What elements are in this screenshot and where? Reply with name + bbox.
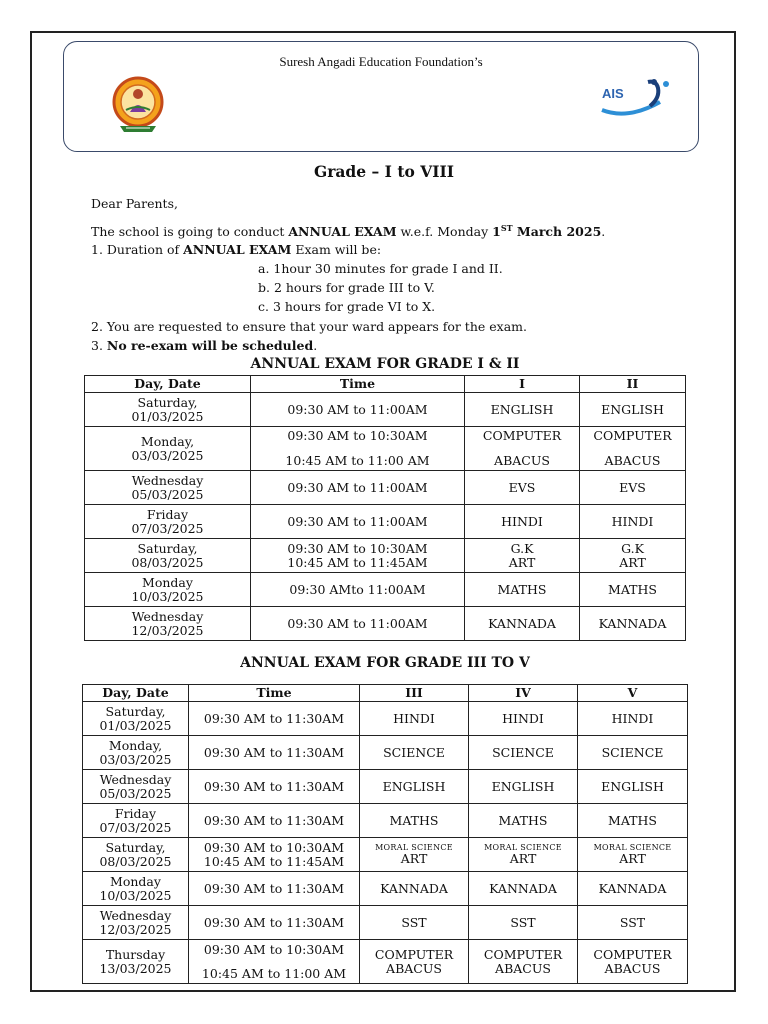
- subject: EVS: [508, 479, 536, 495]
- letterhead: [63, 41, 699, 152]
- table-row: [83, 940, 688, 984]
- day-date-cell: [85, 505, 251, 539]
- date-label: 08/03/2025: [131, 554, 204, 570]
- day-date-cell: [83, 702, 189, 736]
- date-label: 01/03/2025: [99, 717, 172, 733]
- time-cell: [251, 505, 465, 539]
- subject: COMPUTER: [482, 428, 562, 443]
- time-slot: 09:30 AM to 11:30AM: [203, 880, 345, 896]
- time-cell: [189, 838, 360, 872]
- time-cell: [189, 736, 360, 770]
- grade-iv-subject-cell: [469, 702, 578, 736]
- time-cell: [189, 770, 360, 804]
- subject-small: MORAL SCIENCE: [593, 843, 672, 852]
- intro-bold: ANNUAL EXAM: [288, 224, 397, 240]
- point-2: 2. You are requested to ensure that your ward appears for the exam.: [91, 319, 527, 334]
- point-1-bold: ANNUAL EXAM: [183, 242, 292, 257]
- grade-i-subject-cell: [465, 607, 580, 641]
- day-date-cell: [85, 539, 251, 573]
- grade-iv-subject-cell: [469, 736, 578, 770]
- date-label: 07/03/2025: [131, 520, 204, 536]
- grade-ii-subject-cell: [580, 471, 686, 505]
- date-label: 10/03/2025: [99, 887, 172, 903]
- subject: KANNADA: [598, 615, 667, 631]
- subject: ART: [508, 554, 536, 570]
- grade-iii-subject-cell: [360, 872, 469, 906]
- time-cell: [189, 872, 360, 906]
- point-1: [91, 242, 381, 257]
- date-label: 08/03/2025: [99, 853, 172, 869]
- date-label: 03/03/2025: [99, 751, 172, 767]
- subject-small: MORAL SCIENCE: [375, 843, 453, 852]
- day-date-cell: [83, 940, 189, 984]
- page-title: Grade – I to VIII: [313, 162, 454, 181]
- time-cell: [189, 702, 360, 736]
- grade-iii-subject-cell: [360, 736, 469, 770]
- table-row: [85, 505, 686, 539]
- time-slot: 09:30 AM to 10:30AM: [287, 428, 428, 443]
- subject: SCIENCE: [492, 744, 554, 760]
- time-cell: [251, 539, 465, 573]
- grade-iv-subject-cell: [469, 770, 578, 804]
- grade-v-subject-cell: [578, 804, 688, 838]
- date-label: 13/03/2025: [99, 960, 172, 976]
- day-date-cell: [83, 736, 189, 770]
- ais-swoosh-icon: [598, 76, 674, 120]
- day-label: Friday: [114, 805, 157, 821]
- subject: COMPUTER: [374, 946, 454, 962]
- day-label: Monday,: [108, 737, 163, 753]
- subject-small: MORAL SCIENCE: [484, 843, 562, 852]
- subject: ENGLISH: [382, 778, 446, 794]
- subject: KANNADA: [488, 615, 556, 631]
- table2-header-row: [83, 685, 688, 702]
- grade-v-subject-cell: [578, 736, 688, 770]
- time-cell: [251, 471, 465, 505]
- time-slot: 09:30 AM to 10:30AM: [287, 540, 428, 556]
- grade-iii-subject-cell: [360, 838, 469, 872]
- point-3-bold: No re-exam will be scheduled: [106, 338, 314, 353]
- subject: HINDI: [611, 513, 654, 529]
- duration-a: a. 1hour 30 minutes for grade I and II.: [258, 261, 503, 276]
- grade-ii-subject-cell: [580, 539, 686, 573]
- day-date-cell: [83, 838, 189, 872]
- subject: COMPUTER: [593, 428, 672, 443]
- table-row: [85, 393, 686, 427]
- date-label: 05/03/2025: [99, 785, 172, 801]
- day-date-cell: [85, 607, 251, 641]
- grade-v-subject-cell: [578, 838, 688, 872]
- day-date-cell: [85, 393, 251, 427]
- grade-iv-subject-cell: [469, 906, 578, 940]
- subject: COMPUTER: [593, 946, 672, 962]
- duration-b: b. 2 hours for grade III to V.: [258, 280, 435, 295]
- grade-v-subject-cell: [578, 872, 688, 906]
- grade-iv-subject-cell: [469, 838, 578, 872]
- table-row: [85, 573, 686, 607]
- table-row: [83, 838, 688, 872]
- subject: ABACUS: [494, 453, 550, 468]
- day-date-cell: [85, 471, 251, 505]
- table-row: [83, 906, 688, 940]
- table2-title: ANNUAL EXAM FOR GRADE III TO V: [240, 655, 530, 671]
- grade-i-subject-cell: [465, 539, 580, 573]
- time-slot: 10:45 AM to 11:00 AM: [201, 965, 347, 981]
- intro-date-rest: March 2025: [512, 224, 602, 240]
- header-grade-ii: II: [580, 376, 686, 393]
- grade-iii-subject-cell: [360, 702, 469, 736]
- grade-v-subject-cell: [578, 906, 688, 940]
- time-slot: 09:30 AMto 11:00AM: [289, 581, 426, 597]
- table1-title: ANNUAL EXAM FOR GRADE I & II: [250, 356, 520, 372]
- day-label: Saturday,: [137, 394, 198, 410]
- time-cell: [251, 427, 465, 471]
- grade-iii-subject-cell: [360, 804, 469, 838]
- point-3: [91, 338, 317, 353]
- time-slot: 09:30 AM to 10:30AM: [203, 941, 345, 957]
- subject: SST: [619, 914, 646, 930]
- time-slot: 09:30 AM to 11:30AM: [203, 914, 345, 930]
- day-date-cell: [83, 804, 189, 838]
- grade-i-subject-cell: [465, 505, 580, 539]
- subject: SST: [510, 914, 536, 930]
- header-day-date: Day, Date: [83, 685, 189, 702]
- grade-3-5-table: [82, 684, 688, 984]
- grade-iii-subject-cell: [360, 906, 469, 940]
- grade-i-subject-cell: [465, 573, 580, 607]
- day-label: Saturday,: [137, 540, 198, 556]
- time-slot: 09:30 AM to 11:00AM: [287, 615, 428, 631]
- subject: MATHS: [389, 812, 439, 828]
- subject: HINDI: [611, 710, 654, 726]
- ais-logo-text: AIS: [602, 86, 624, 101]
- greeting: Dear Parents,: [91, 196, 178, 211]
- table-row: [83, 770, 688, 804]
- subject: MATHS: [497, 581, 547, 597]
- date-label: 07/03/2025: [99, 819, 172, 835]
- subject: EVS: [619, 479, 646, 495]
- time-slot: 09:30 AM to 11:00AM: [287, 479, 428, 495]
- intro-date-num: 1: [492, 224, 501, 240]
- time-cell: [189, 940, 360, 984]
- time-slot: 09:30 AM to 11:00AM: [287, 401, 428, 417]
- subject: ABACUS: [386, 960, 442, 976]
- point-1-post: Exam will be:: [291, 242, 382, 257]
- day-label: Saturday,: [105, 839, 166, 855]
- table-row: [83, 872, 688, 906]
- day-label: Wednesday: [131, 472, 204, 488]
- subject: ENGLISH: [491, 778, 555, 794]
- header-time: Time: [189, 685, 360, 702]
- date-label: 03/03/2025: [131, 447, 204, 463]
- date-label: 05/03/2025: [131, 486, 204, 502]
- grade-1-2-table: [84, 375, 686, 641]
- subject: ABACUS: [495, 960, 551, 976]
- subject: ART: [619, 554, 646, 570]
- table-row: [85, 427, 686, 471]
- grade-v-subject-cell: [578, 770, 688, 804]
- subject: MATHS: [498, 812, 548, 828]
- subject: KANNADA: [380, 880, 448, 896]
- table-row: [85, 471, 686, 505]
- foundation-name: Suresh Angadi Education Foundation’s: [279, 54, 483, 69]
- header-time: Time: [251, 376, 465, 393]
- time-slot: 10:45 AM to 11:45AM: [203, 853, 345, 869]
- grade-ii-subject-cell: [580, 505, 686, 539]
- intro-date-sup: ST: [500, 223, 513, 233]
- time-cell: [189, 906, 360, 940]
- grade-ii-subject-cell: [580, 573, 686, 607]
- subject: G.K: [510, 540, 534, 556]
- day-label: Monday: [142, 574, 193, 590]
- table-row: [85, 539, 686, 573]
- time-slot: 09:30 AM to 11:30AM: [203, 744, 345, 760]
- intro-line: [91, 223, 605, 239]
- time-slot: 09:30 AM to 10:30AM: [203, 839, 345, 855]
- point-3-end: .: [313, 338, 318, 353]
- time-slot: 09:30 AM to 11:30AM: [203, 778, 345, 794]
- grade-ii-subject-cell: [580, 607, 686, 641]
- grade-v-subject-cell: [578, 702, 688, 736]
- subject: ENGLISH: [490, 401, 554, 417]
- day-label: Wednesday: [131, 608, 204, 624]
- time-cell: [251, 607, 465, 641]
- date-label: 12/03/2025: [131, 622, 204, 638]
- subject: SCIENCE: [601, 744, 664, 760]
- header-grade-v: V: [578, 685, 688, 702]
- day-label: Monday: [110, 873, 161, 889]
- table-row: [83, 804, 688, 838]
- grade-ii-subject-cell: [580, 427, 686, 471]
- intro-pre: The school is going to conduct: [91, 224, 289, 240]
- ais-logo: [598, 76, 674, 120]
- subject: ENGLISH: [601, 778, 664, 794]
- time-slot: 10:45 AM to 11:00 AM: [285, 453, 430, 468]
- subject: KANNADA: [489, 880, 557, 896]
- subject: HINDI: [393, 710, 435, 726]
- grade-iv-subject-cell: [469, 940, 578, 984]
- grade-i-subject-cell: [465, 471, 580, 505]
- subject: MATHS: [608, 581, 657, 597]
- day-label: Wednesday: [99, 907, 172, 923]
- grade-i-subject-cell: [465, 427, 580, 471]
- header-grade-i: I: [465, 376, 580, 393]
- school-emblem-icon: [106, 72, 170, 136]
- date-label: 10/03/2025: [131, 588, 204, 604]
- subject: HINDI: [502, 710, 544, 726]
- date-label: 12/03/2025: [99, 921, 172, 937]
- day-date-cell: [83, 906, 189, 940]
- intro-mid: w.e.f. Monday: [396, 224, 493, 240]
- subject: KANNADA: [598, 880, 667, 896]
- intro-end: .: [601, 224, 606, 240]
- subject: MATHS: [608, 812, 657, 828]
- subject: SCIENCE: [383, 744, 445, 760]
- header-day-date: Day, Date: [85, 376, 251, 393]
- time-cell: [189, 804, 360, 838]
- table-row: [83, 702, 688, 736]
- table-row: [85, 607, 686, 641]
- time-slot: 09:30 AM to 11:30AM: [203, 812, 345, 828]
- date-label: 01/03/2025: [131, 408, 204, 424]
- time-cell: [251, 393, 465, 427]
- table-row: [83, 736, 688, 770]
- day-label: Thursday: [105, 946, 166, 962]
- grade-ii-subject-cell: [580, 393, 686, 427]
- subject: HINDI: [501, 513, 543, 529]
- header-grade-iv: IV: [469, 685, 578, 702]
- grade-iv-subject-cell: [469, 804, 578, 838]
- day-date-cell: [83, 872, 189, 906]
- table1-header-row: [85, 376, 686, 393]
- day-date-cell: [83, 770, 189, 804]
- day-label: Wednesday: [99, 771, 172, 787]
- subject: SST: [401, 914, 427, 930]
- subject: COMPUTER: [483, 946, 563, 962]
- time-slot: 10:45 AM to 11:45AM: [287, 554, 428, 570]
- subject: ABACUS: [604, 453, 661, 468]
- time-cell: [251, 573, 465, 607]
- day-label: Monday,: [140, 433, 195, 449]
- subject: G.K: [621, 540, 644, 556]
- header-grade-iii: III: [360, 685, 469, 702]
- duration-c: c. 3 hours for grade VI to X.: [258, 299, 436, 314]
- grade-v-subject-cell: [578, 940, 688, 984]
- subject: ART: [619, 851, 646, 866]
- point-1-pre: 1. Duration of: [91, 242, 184, 257]
- grade-iii-subject-cell: [360, 940, 469, 984]
- time-slot: 09:30 AM to 11:30AM: [203, 710, 345, 726]
- day-date-cell: [85, 573, 251, 607]
- day-date-cell: [85, 427, 251, 471]
- subject: ABACUS: [604, 960, 661, 976]
- grade-iii-subject-cell: [360, 770, 469, 804]
- day-label: Saturday,: [105, 703, 166, 719]
- day-label: Friday: [146, 506, 189, 522]
- subject: ENGLISH: [601, 401, 664, 417]
- subject: ART: [509, 851, 537, 866]
- subject: ART: [400, 851, 428, 866]
- point-3-num: 3.: [91, 338, 107, 353]
- grade-i-subject-cell: [465, 393, 580, 427]
- time-slot: 09:30 AM to 11:00AM: [287, 513, 428, 529]
- grade-iv-subject-cell: [469, 872, 578, 906]
